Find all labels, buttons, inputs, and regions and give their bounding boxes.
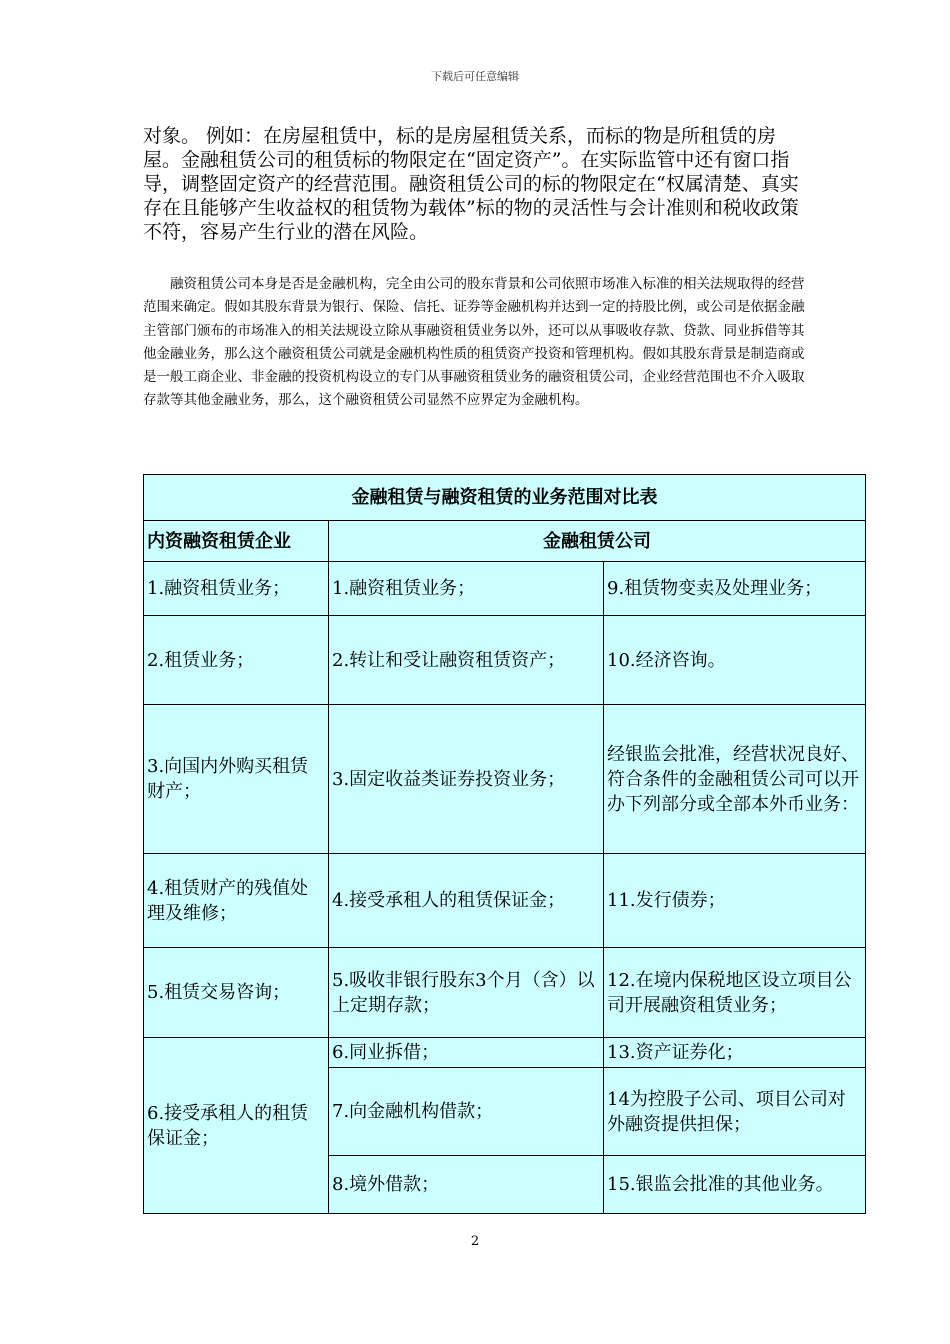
table-cell: 8.境外借款； xyxy=(329,1156,604,1214)
table-cell: 15.银监会批准的其他业务。 xyxy=(604,1156,866,1214)
table-cell: 12.在境内保税地区设立项目公司开展融资租赁业务； xyxy=(604,948,866,1038)
page-number: 2 xyxy=(470,1234,480,1249)
table-cell: 6.同业拆借； xyxy=(329,1038,604,1068)
table-cell: 10.经济咨询。 xyxy=(604,616,866,705)
header-domestic-leasing: 内资融资租赁企业 xyxy=(144,521,329,562)
page-header: 下载后可任意编辑 xyxy=(431,70,519,83)
table-cell: 3.固定收益类证券投资业务； xyxy=(329,705,604,854)
table-cell: 7.向金融机构借款； xyxy=(329,1068,604,1156)
comparison-table xyxy=(143,474,866,1214)
table-cell: 3.向国内外购买租赁财产； xyxy=(144,705,329,854)
table-row xyxy=(144,562,866,616)
table-title-row xyxy=(144,475,866,521)
table-cell: 2.租赁业务； xyxy=(144,616,329,705)
table-row xyxy=(144,1038,866,1068)
paragraph-subject-matter: 对象。 例如：在房屋租赁中，标的是房屋租赁关系，而标的物是所租赁的房屋。金融租赁公司的租赁标的物限定在“固定资产”。在实际监管中还有窗口指导，调整固定资产的经营范围。融资租赁公司的标的物限定在“权属清楚、真实存在且能够产生收益权的租赁物为载体”标的物的灵活性与会计准则和税收政策不符，容易产生行业的潜在风险。 xyxy=(143,125,799,243)
table-cell: 4.接受承租人的租赁保证金； xyxy=(329,854,604,948)
table-cell: 经银监会批准，经营状况良好、符合条件的金融租赁公司可以开办下列部分或全部本外币业务： xyxy=(604,705,866,854)
table-cell: 6.接受承租人的租赁保证金； xyxy=(144,1038,329,1214)
table-row xyxy=(144,854,866,948)
table-cell: 5.吸收非银行股东3个月（含）以上定期存款； xyxy=(329,948,604,1038)
table-header-row xyxy=(144,521,866,562)
header-financial-leasing: 金融租赁公司 xyxy=(329,521,866,562)
table-row xyxy=(144,948,866,1038)
table-cell: 11.发行债券； xyxy=(604,854,866,948)
table-cell: 13.资产证券化； xyxy=(604,1038,866,1068)
table-title: 金融租赁与融资租赁的业务范围对比表 xyxy=(144,475,866,521)
table-cell: 14为控股子公司、项目公司对外融资提供担保； xyxy=(604,1068,866,1156)
table-cell: 9.租赁物变卖及处理业务； xyxy=(604,562,866,616)
table-cell: 2.转让和受让融资租赁资产； xyxy=(329,616,604,705)
paragraph-financial-institution: 融资租赁公司本身是否是金融机构，完全由公司的股东背景和公司依照市场准入标准的相关法规取得的经营范围来确定。假如其股东背景为银行、保险、信托、证券等金融机构并达到一定的持股比例，或公司是依据金融主管部门颁布的市场准入的相关法规设立除从事融资租赁业务以外，还可以从事吸收存款、贷款、同业拆借等其他金融业务，那么这个融资租赁公司就是金融机构性质的租赁资产投资和管理机构。假如其股东背景是制造商或是一般工商企业、非金融的投资机构设立的专门从事融资租赁业务的融资租赁公司，企业经营范围也不介入吸取存款等其他金融业务，那么，这个融资租赁公司显然不应界定为金融机构。 xyxy=(143,276,805,409)
table-cell: 4.租赁财产的残值处理及维修； xyxy=(144,854,329,948)
table-row xyxy=(144,705,866,854)
table-cell: 1.融资租赁业务； xyxy=(329,562,604,616)
table-cell: 1.融资租赁业务； xyxy=(144,562,329,616)
table-cell: 5.租赁交易咨询； xyxy=(144,948,329,1038)
table-row xyxy=(144,616,866,705)
